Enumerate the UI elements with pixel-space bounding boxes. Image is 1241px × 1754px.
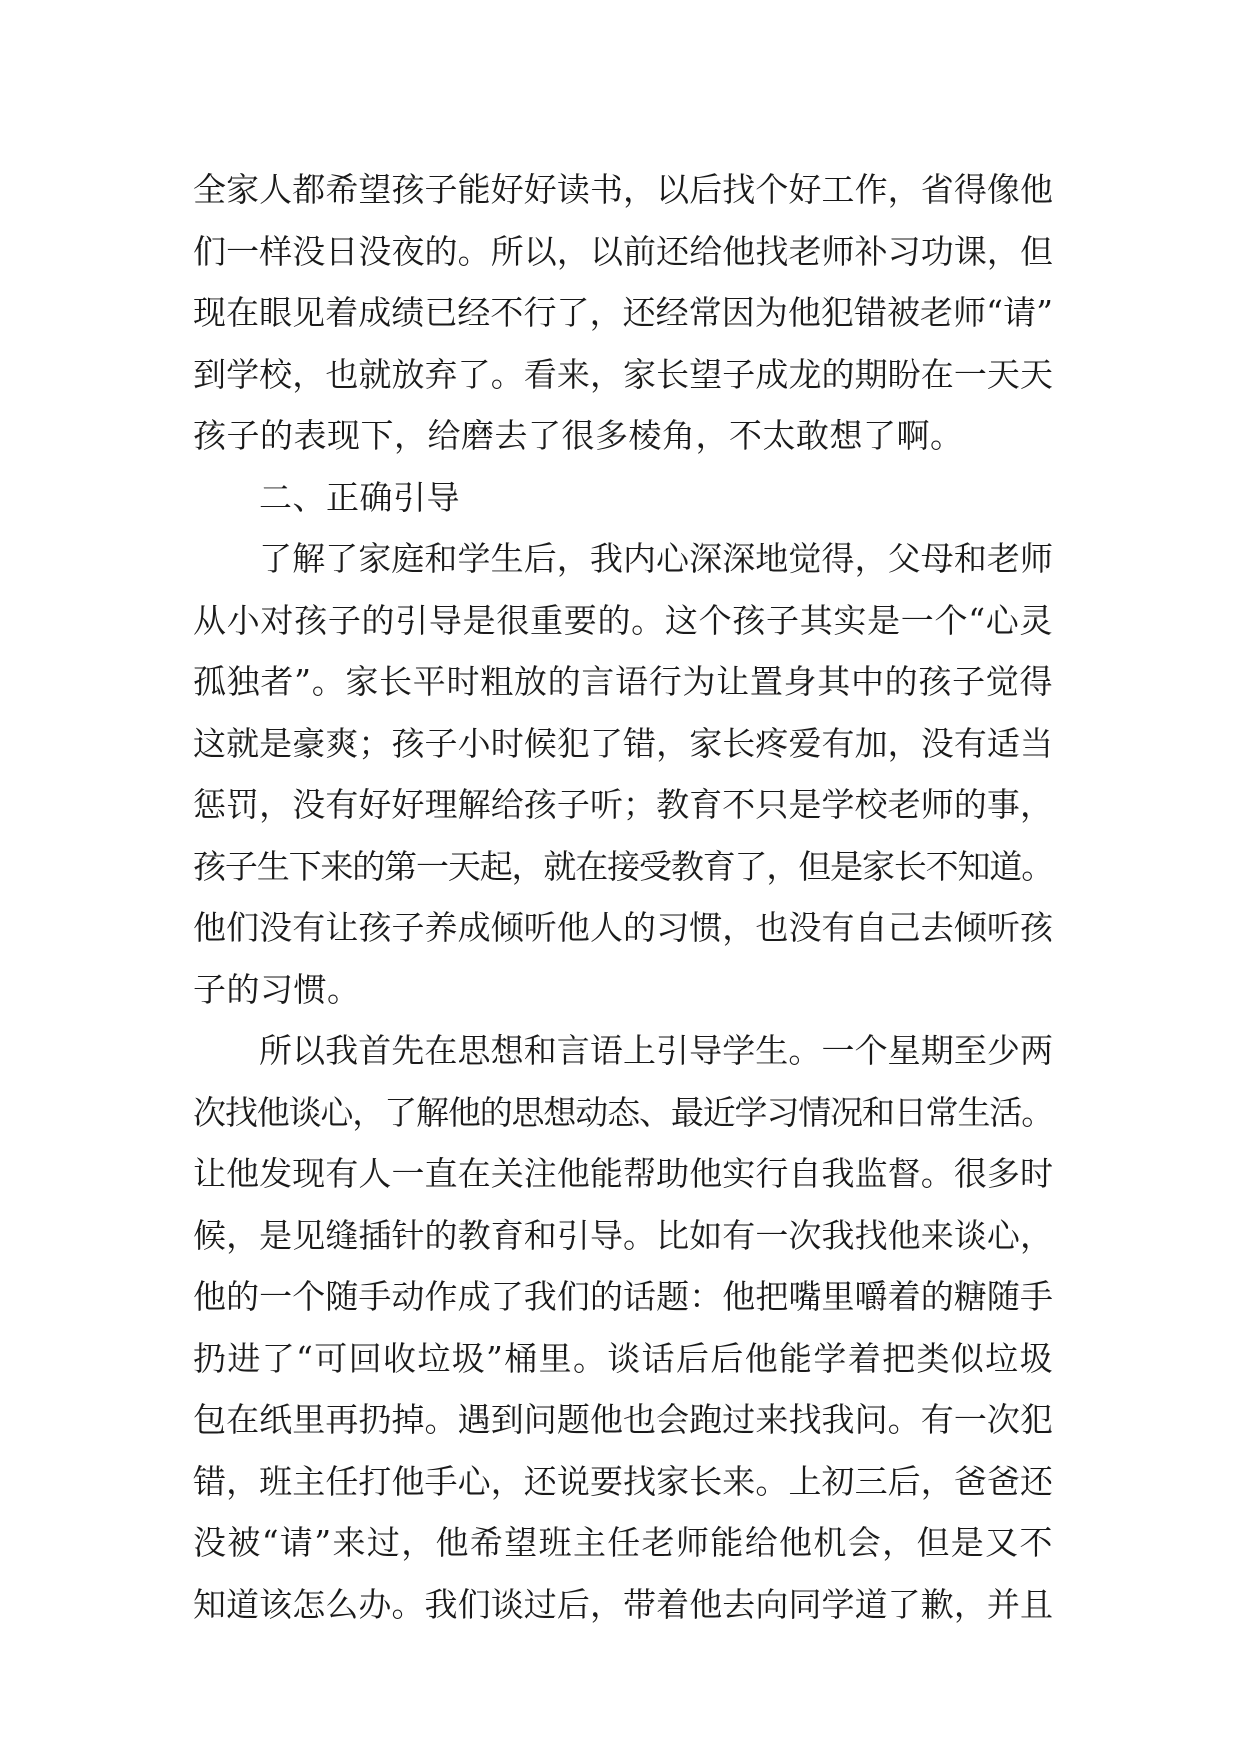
- text-line: 扔进了“可回收垃圾”桶里。谈话后后他能学着把类似垃圾: [193, 1338, 1053, 1378]
- text-line: 惩罚，没有好好理解给孩子听；教育不只是学校老师的事，: [193, 785, 1053, 824]
- text-line: 他的一个随手动作成了我们的话题：他把嘴里嚼着的糖随手: [193, 1277, 1053, 1316]
- text-line: 没被“请”来过，他希望班主任老师能给他机会，但是又不: [193, 1523, 1053, 1562]
- text-line: 错，班主任打他手心，还说要找家长来。上初三后，爸爸还: [193, 1461, 1053, 1501]
- text-line: 包在纸里再扔掉。遇到问题他也会跑过来找我问。有一次犯: [193, 1400, 1053, 1439]
- text-line: 从小对孩子的引导是很重要的。这个孩子其实是一个“心灵: [193, 600, 1053, 640]
- text-line: 全家人都希望孩子能好好读书，以后找个好工作，省得像他: [193, 170, 1053, 209]
- text-line: 们一样没日没夜的。所以，以前还给他找老师补习功课，但: [193, 231, 1053, 271]
- section-heading: 二、正确引导: [259, 477, 460, 517]
- text-line: 孩子的表现下，给磨去了很多棱角，不太敢想了啊。: [193, 416, 964, 455]
- text-line: 现在眼见着成绩已经不行了，还经常因为他犯错被老师“请”: [193, 293, 1053, 332]
- text-line: 他们没有让孩子养成倾听他人的习惯，也没有自己去倾听孩: [193, 908, 1053, 947]
- text-line: 这就是豪爽；孩子小时候犯了错，家长疼爱有加，没有适当: [193, 723, 1053, 763]
- text-line: 让他发现有人一直在关注他能帮助他实行自我监督。很多时: [193, 1154, 1053, 1193]
- text-line: 子的习惯。: [193, 969, 361, 1009]
- body-text: [193, 159, 1053, 1635]
- text-line: 知道该怎么办。我们谈过后，带着他去向同学道了歉，并且: [193, 1584, 1053, 1624]
- text-line: 孩子生下来的第一天起，就在接受教育了，但是家长不知道。: [193, 846, 1053, 886]
- text-line: 了解了家庭和学生后，我内心深深地觉得，父母和老师: [259, 539, 1053, 578]
- text-line: 孤独者”。家长平时粗放的言语行为让置身其中的孩子觉得: [193, 662, 1053, 701]
- text-line: 候，是见缝插针的教育和引导。比如有一次我找他来谈心，: [193, 1215, 1053, 1255]
- text-line: 所以我首先在思想和言语上引导学生。一个星期至少两: [259, 1031, 1053, 1070]
- text-line: 次找他谈心，了解他的思想动态、最近学习情况和日常生活。: [193, 1092, 1053, 1132]
- text-line: 到学校，也就放弃了。看来，家长望子成龙的期盼在一天天: [193, 354, 1053, 394]
